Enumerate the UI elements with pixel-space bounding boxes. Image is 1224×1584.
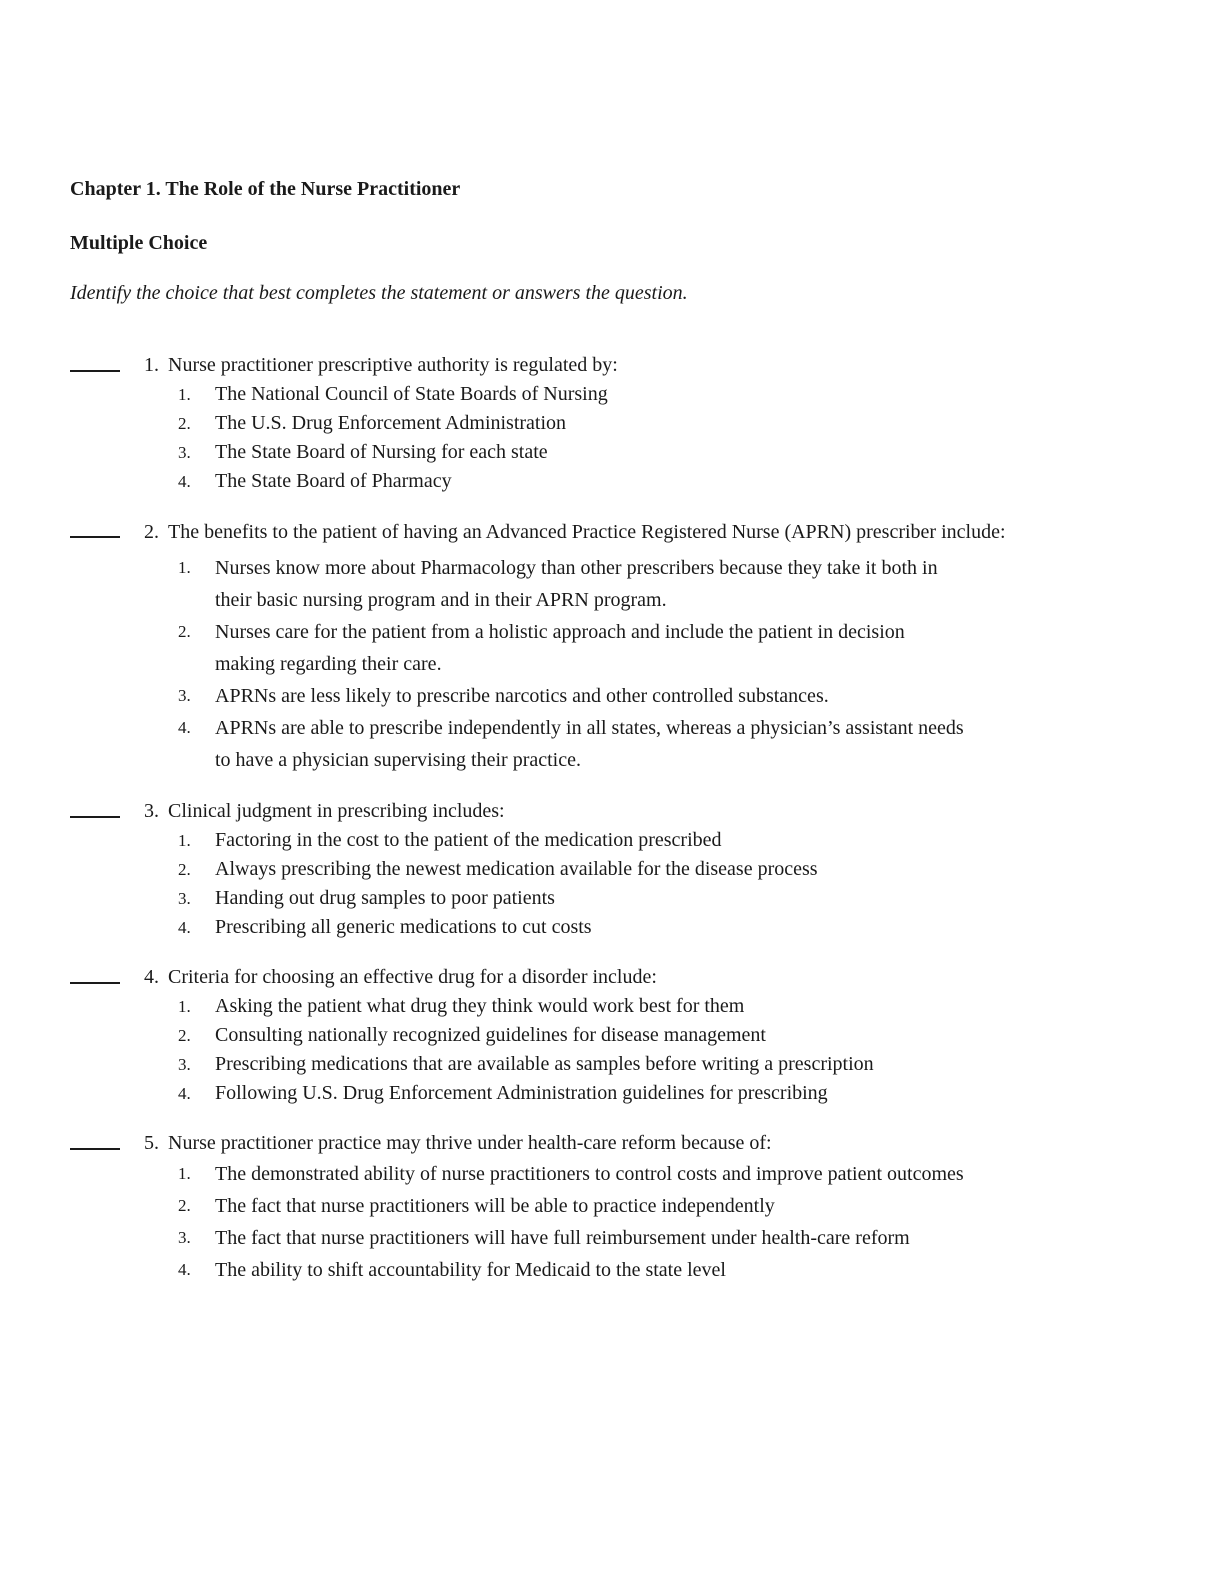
choice-number: 4. xyxy=(178,472,191,491)
choice xyxy=(178,1079,968,1108)
choice-number: 1. xyxy=(178,1164,191,1183)
choice-number: 4. xyxy=(178,1084,191,1103)
document-page xyxy=(70,176,1150,1306)
answer-blank[interactable] xyxy=(70,536,120,538)
chapter-title: Chapter 1. The Role of the Nurse Practitioner xyxy=(70,178,461,200)
choice-number: 4. xyxy=(178,1260,191,1279)
choice-text: The demonstrated ability of nurse practitioners to control costs and improve patient outcomes xyxy=(215,1163,964,1185)
choice-text: Prescribing medications that are available as samples before writing a prescription xyxy=(215,1053,874,1075)
choice xyxy=(178,552,968,616)
choice-text: APRNs are able to prescribe independently in all states, whereas a physician’s assistant needs to have a physician supervising their practice. xyxy=(215,717,964,771)
choice-text: Following U.S. Drug Enforcement Administration guidelines for prescribing xyxy=(215,1082,828,1104)
choice xyxy=(178,1021,968,1050)
choice-number: 3. xyxy=(178,1228,191,1247)
choice-list xyxy=(70,1158,1150,1286)
question-number: 5. xyxy=(144,1132,159,1154)
question-4 xyxy=(70,962,1150,1108)
question-number: 4. xyxy=(144,966,159,988)
choice xyxy=(178,380,968,409)
choice-list xyxy=(70,826,1150,942)
question-stem xyxy=(70,1128,1014,1158)
question-number: 1. xyxy=(144,354,159,376)
question-stem xyxy=(70,350,1014,380)
choice-number: 1. xyxy=(178,385,191,404)
choice xyxy=(178,1050,968,1079)
choice xyxy=(178,1222,968,1254)
question-text: Nurse practitioner practice may thrive under health-care reform because of: xyxy=(168,1132,772,1154)
choice-number: 3. xyxy=(178,1055,191,1074)
choice xyxy=(178,712,968,776)
choice-list xyxy=(70,380,1150,496)
question-5 xyxy=(70,1128,1150,1286)
choice-number: 1. xyxy=(178,558,191,577)
question-stem xyxy=(70,962,1014,992)
choice-text: Factoring in the cost to the patient of the medication prescribed xyxy=(215,829,722,851)
choice xyxy=(178,913,968,942)
choice-number: 2. xyxy=(178,414,191,433)
choice xyxy=(178,616,968,680)
choice-text: Nurses know more about Pharmacology than other prescribers because they take it both in their basic nursing program and in their APRN program. xyxy=(215,557,938,611)
answer-blank[interactable] xyxy=(70,1148,120,1150)
choice-number: 3. xyxy=(178,889,191,908)
choice xyxy=(178,1158,968,1190)
question-2 xyxy=(70,516,1150,776)
choice-number: 2. xyxy=(178,622,191,641)
choice-number: 1. xyxy=(178,997,191,1016)
choice xyxy=(178,680,968,712)
question-text: Criteria for choosing an effective drug for a disorder include: xyxy=(168,966,657,988)
choice-text: Asking the patient what drug they think would work best for them xyxy=(215,995,745,1017)
choice xyxy=(178,855,968,884)
section-title: Multiple Choice xyxy=(70,232,208,254)
question-text: Clinical judgment in prescribing includes: xyxy=(168,800,505,822)
question-text: Nurse practitioner prescriptive authority is regulated by: xyxy=(168,354,618,376)
choice-text: APRNs are less likely to prescribe narcotics and other controlled substances. xyxy=(215,685,829,707)
instructions: Identify the choice that best completes the statement or answers the question. xyxy=(70,282,688,304)
choice-number: 2. xyxy=(178,1026,191,1045)
choice-text: Prescribing all generic medications to cut costs xyxy=(215,916,592,938)
choice-number: 1. xyxy=(178,831,191,850)
choice-number: 3. xyxy=(178,686,191,705)
choice-text: Always prescribing the newest medication available for the disease process xyxy=(215,858,818,880)
choice-number: 4. xyxy=(178,718,191,737)
answer-blank[interactable] xyxy=(70,982,120,984)
choice xyxy=(178,409,968,438)
question-3 xyxy=(70,796,1150,942)
choice xyxy=(178,992,968,1021)
choice-text: The fact that nurse practitioners will have full reimbursement under health-care reform xyxy=(215,1227,910,1249)
choice-number: 3. xyxy=(178,443,191,462)
choice-text: Consulting nationally recognized guidelines for disease management xyxy=(215,1024,766,1046)
answer-blank[interactable] xyxy=(70,816,120,818)
choice-number: 4. xyxy=(178,918,191,937)
answer-blank[interactable] xyxy=(70,370,120,372)
choice xyxy=(178,1254,968,1286)
choice-number: 2. xyxy=(178,860,191,879)
question-stem xyxy=(70,796,1014,826)
choice-text: The State Board of Pharmacy xyxy=(215,470,452,492)
choice-text: Handing out drug samples to poor patients xyxy=(215,887,555,909)
choice-text: Nurses care for the patient from a holistic approach and include the patient in decision making regarding their care. xyxy=(215,621,905,675)
choice-list xyxy=(70,992,1150,1108)
question-number: 3. xyxy=(144,800,159,822)
choice-text: The National Council of State Boards of Nursing xyxy=(215,383,608,405)
choice xyxy=(178,438,968,467)
choice xyxy=(178,884,968,913)
choice xyxy=(178,467,968,496)
question-stem xyxy=(70,516,1014,548)
choice xyxy=(178,826,968,855)
choice-number: 2. xyxy=(178,1196,191,1215)
question-text: The benefits to the patient of having an Advanced Practice Registered Nurse (APRN) prescriber include: xyxy=(168,521,1006,543)
choice-text: The ability to shift accountability for Medicaid to the state level xyxy=(215,1259,726,1281)
question-list xyxy=(70,350,1150,1286)
choice-text: The fact that nurse practitioners will be able to practice independently xyxy=(215,1195,775,1217)
question-number: 2. xyxy=(144,521,159,543)
question-1 xyxy=(70,350,1150,496)
choice-text: The State Board of Nursing for each state xyxy=(215,441,548,463)
choice-list xyxy=(70,552,1150,776)
choice xyxy=(178,1190,968,1222)
choice-text: The U.S. Drug Enforcement Administration xyxy=(215,412,567,434)
